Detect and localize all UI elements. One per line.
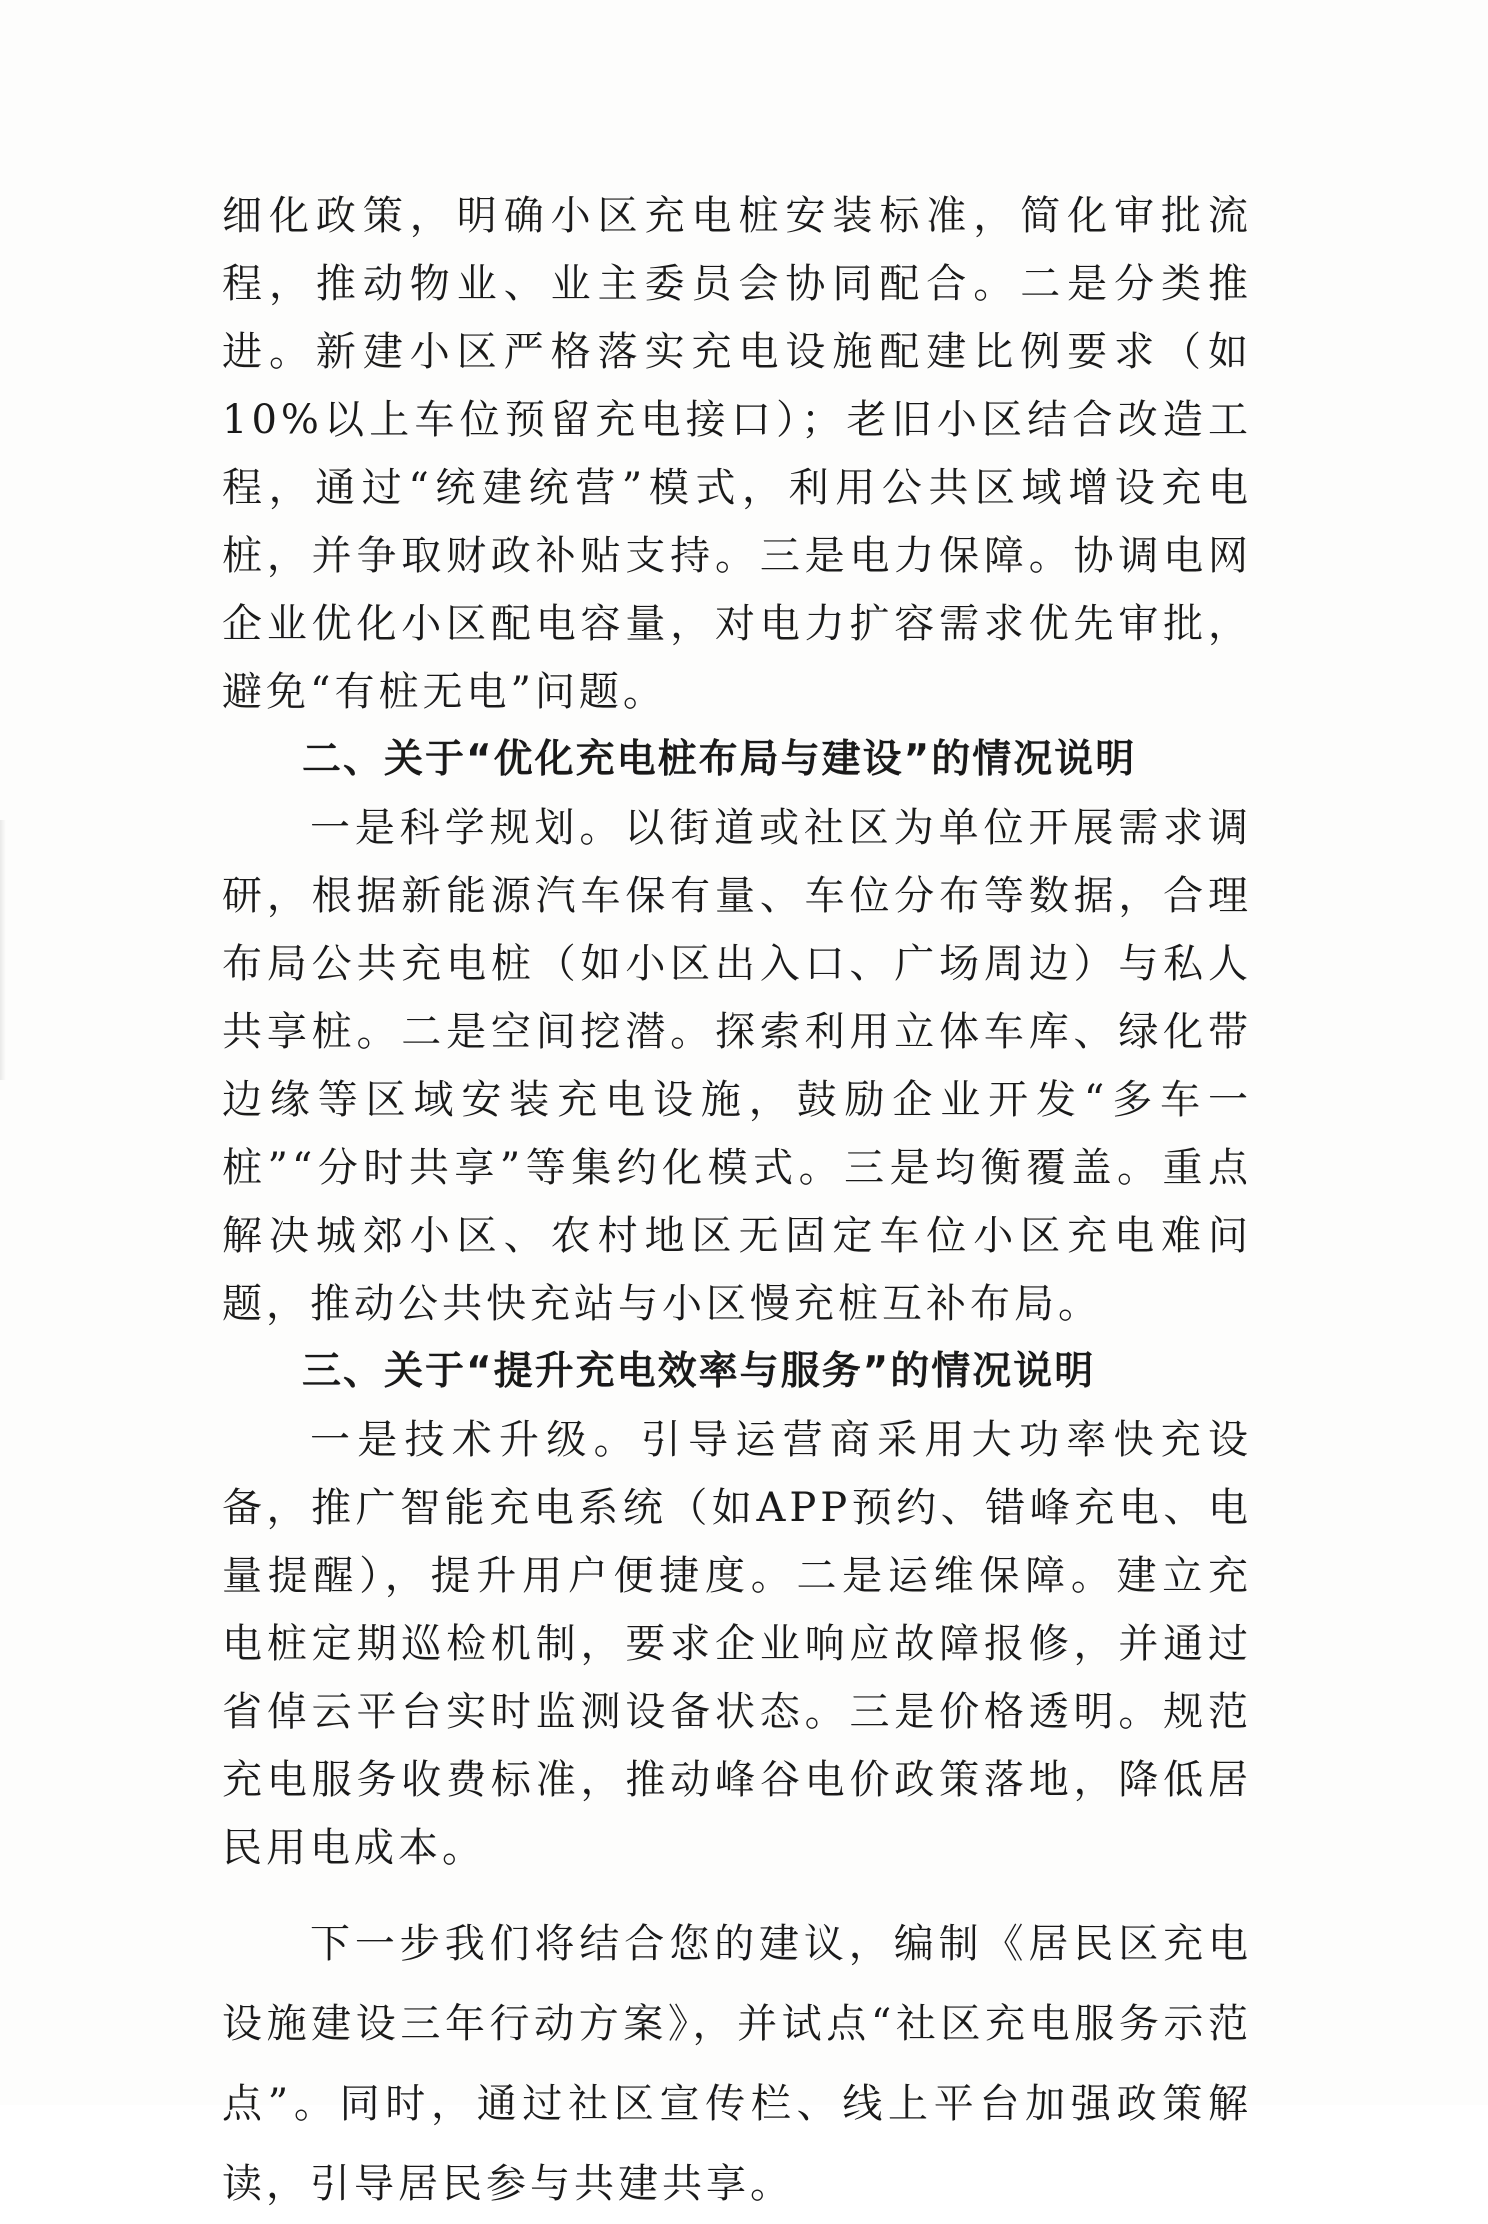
document-body <box>222 182 1252 2224</box>
paragraph-policy-continuation: 细化政策，明确小区充电桩安装标准，简化审批流程，推动物业、业主委员会协同配合。二是分类推进。新建小区严格落实充电设施配建比例要求（如10%以上车位预留充电接口）；老旧小区结合改造工程，通过“统建统营”模式，利用公共区域增设充电桩，并争取财政补贴支持。三是电力保障。协调电网企业优化小区配电容量，对电力扩容需求优先审批，避免“有桩无电”问题。 <box>222 193 1252 715</box>
paragraph-next-steps: 下一步我们将结合您的建议，编制《居民区充电设施建设三年行动方案》，并试点“社区充电服务示范点”。同时，通过社区宣传栏、线上平台加强政策解读，引导居民参与共建共享。 <box>222 1921 1252 2207</box>
scan-edge-shadow <box>0 820 6 1080</box>
section-heading-efficiency: 三、关于“提升充电效率与服务”的情况说明 <box>302 1349 1096 1394</box>
paragraph-layout: 一是科学规划。以街道或社区为单位开展需求调研，根据新能源汽车保有量、车位分布等数据，合理布局公共充电桩（如小区出入口、广场周边）与私人共享桩。二是空间挖潜。探索利用立体车库、绿化带边缘等区域安装充电设施，鼓励企业开发“多车一桩”“分时共享”等集约化模式。三是均衡覆盖。重点解决城郊小区、农村地区无固定车位小区充电难问题，推动公共快充站与小区慢充桩互补布局。 <box>222 805 1252 1327</box>
section-heading-layout: 二、关于“优化充电桩布局与建设”的情况说明 <box>302 737 1137 782</box>
paragraph-efficiency: 一是技术升级。引导运营商采用大功率快充设备，推广智能充电系统（如APP预约、错峰充电、电量提醒），提升用户便捷度。二是运维保障。建立充电桩定期巡检机制，要求企业响应故障报修，并通过省倬云平台实时监测设备状态。三是价格透明。规范充电服务收费标准，推动峰谷电价政策落地，降低居民用电成本。 <box>222 1417 1252 1871</box>
